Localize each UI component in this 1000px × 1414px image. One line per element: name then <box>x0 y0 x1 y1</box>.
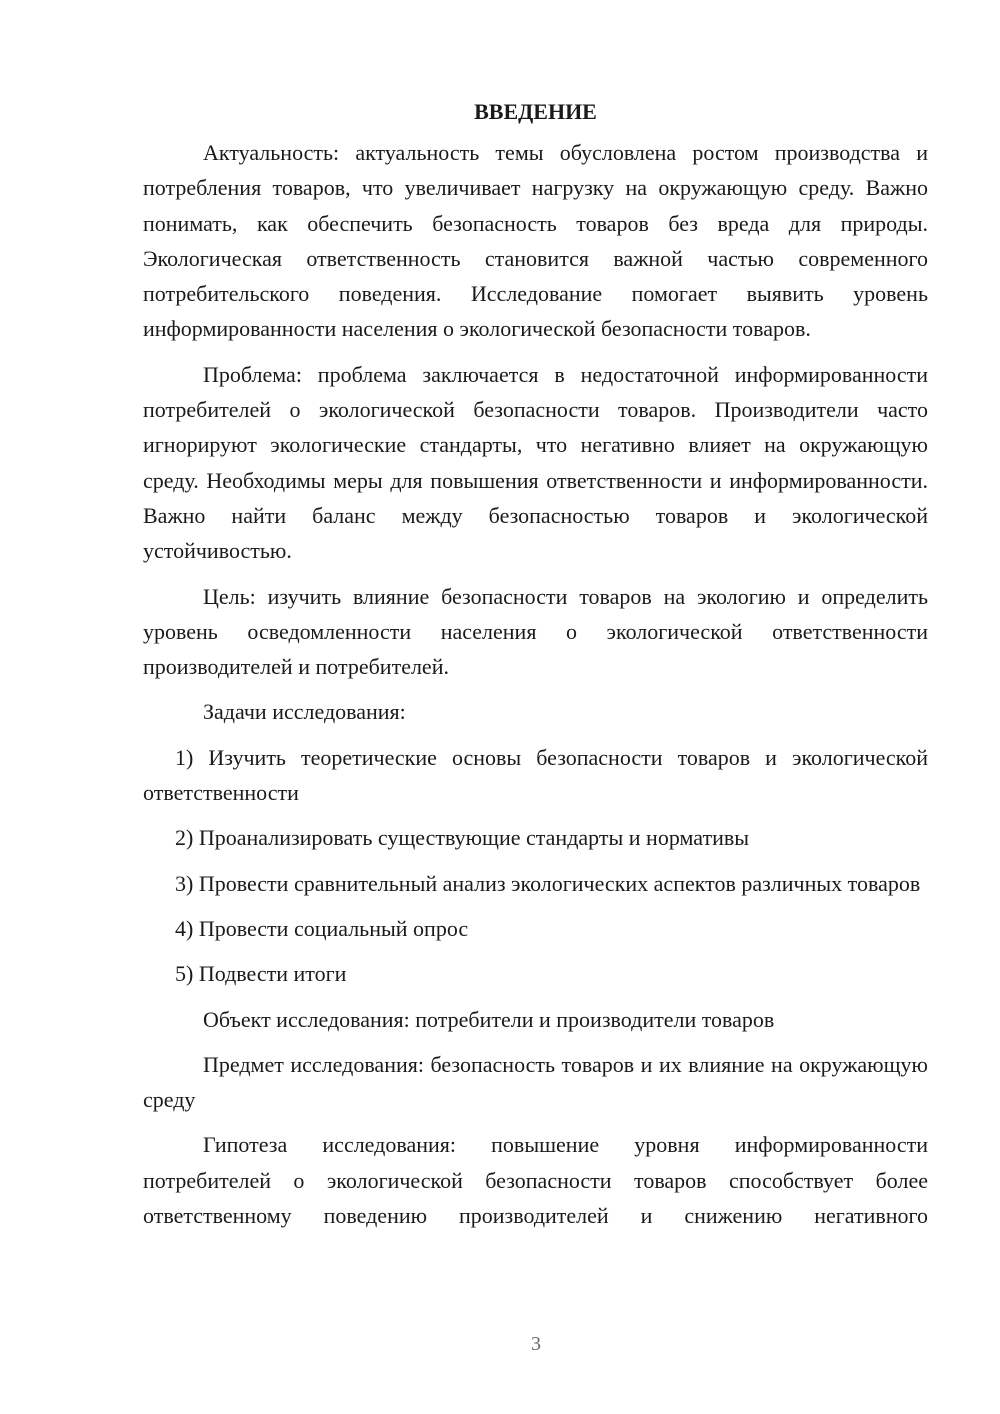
task-item: 5) Подвести итоги <box>175 961 347 987</box>
goal-paragraph: Цель: изучить влияние безопасности товаров на экологию и определить уровень осведомленности населения о экологической ответственности производителей и потребителей. <box>143 583 928 680</box>
problem-paragraph: Проблема: проблема заключается в недостаточной информированности потребителей о экологической безопасности товаров. Производители часто игнорируют экологические стандарты, что негативно влияет на окружающую среду. Необходимы меры для повышения ответственности и информированности. Важно найти баланс между безопасностью товаров и экологической устойчивостью. <box>143 361 928 564</box>
task-item: 4) Провести социальный опрос <box>175 915 469 941</box>
page-number: 3 <box>531 1333 541 1355</box>
object-paragraph: Объект исследования: потребители и производители товаров <box>203 1006 775 1032</box>
task-item: 2) Проанализировать существующие стандарты и нормативы <box>175 825 750 851</box>
section-title: ВВЕДЕНИЕ <box>474 99 597 124</box>
subject-paragraph: Предмет исследования: безопасность товаров и их влияние на окружающую среду <box>143 1051 928 1113</box>
task-item: 3) Провести сравнительный анализ экологических аспектов различных товаров <box>175 870 921 896</box>
document-page <box>143 94 928 1243</box>
task-item: 1) Изучить теоретические основы безопасности товаров и экологической ответственности <box>143 744 928 806</box>
relevance-paragraph: Актуальность: актуальность темы обусловлена ростом производства и потребления товаров, что увеличивает нагрузку на окружающую среду. Важно понимать, как обеспечить безопасность товаров без вреда для природы. Экологическая ответственность становится важной частью современного потребительского поведения. Исследование помогает выявить уровень информированности населения о экологической безопасности товаров. <box>143 140 928 342</box>
hypothesis-paragraph: Гипотеза исследования: повышение уровня информированности потребителей о экологической безопасности товаров способствует более ответственному поведению производителей и снижению негативного <box>143 1132 928 1229</box>
tasks-heading: Задачи исследования: <box>203 699 406 725</box>
